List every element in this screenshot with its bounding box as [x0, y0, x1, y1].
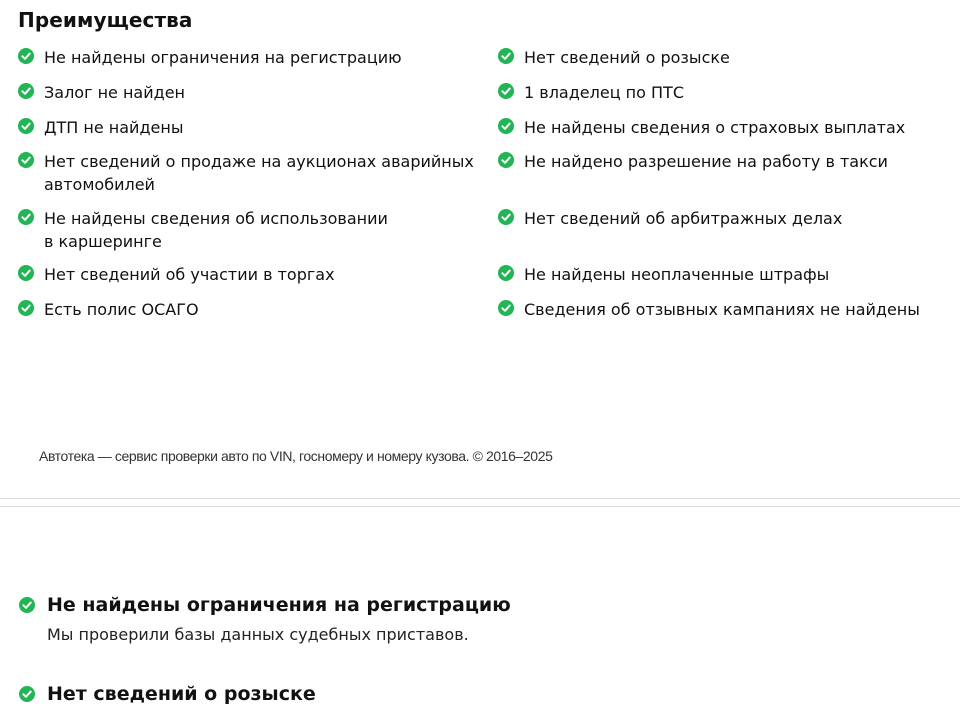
advantages-section — [18, 6, 948, 319]
advantage-item — [498, 298, 920, 321]
advantage-item — [498, 81, 684, 104]
detail-title-text: Не найдены ограничения на регистрацию — [47, 594, 511, 616]
advantage-item-line: Не найдены ограничения на регистрацию — [44, 48, 402, 67]
check-circle-icon — [18, 265, 34, 281]
advantage-item — [18, 150, 474, 196]
advantage-item — [498, 207, 842, 230]
detail-description: Мы проверили базы данных судебных приставов. — [47, 625, 469, 644]
check-circle-icon — [498, 265, 514, 281]
advantage-item — [18, 298, 199, 321]
advantage-item-line: 1 владелец по ПТС — [524, 83, 684, 102]
advantage-item-line: Нет сведений о продаже на аукционах аварийных — [44, 152, 474, 171]
check-circle-icon — [19, 686, 35, 702]
advantage-item-label — [44, 150, 474, 196]
footer-copyright: Автотека — сервис проверки авто по VIN, госномеру и номеру кузова. © 2016–2025 — [39, 448, 553, 464]
advantage-item — [498, 46, 730, 69]
detail-title — [19, 679, 939, 709]
check-circle-icon — [18, 300, 34, 316]
advantage-item-label — [44, 116, 183, 139]
advantage-item-label — [44, 263, 335, 286]
detail-title-text: Нет сведений о розыске — [47, 683, 316, 705]
advantage-item-label — [524, 46, 730, 69]
check-circle-icon — [498, 300, 514, 316]
check-circle-icon — [18, 152, 34, 168]
advantage-item-line: Не найдено разрешение на работу в такси — [524, 152, 888, 171]
advantage-item-label — [524, 81, 684, 104]
advantage-item — [18, 116, 183, 139]
advantage-item-line: Есть полис ОСАГО — [44, 300, 199, 319]
advantage-item-label — [44, 46, 402, 69]
advantage-item-label — [44, 81, 185, 104]
advantage-item-line: Нет сведений об участии в торгах — [44, 265, 335, 284]
advantage-item — [18, 263, 335, 286]
detail-block — [19, 590, 939, 646]
advantage-item-line: Нет сведений о розыске — [524, 48, 730, 67]
advantage-item-line: Сведения об отзывных кампаниях не найдены — [524, 300, 920, 319]
advantage-item-label — [44, 298, 199, 321]
check-circle-icon — [498, 118, 514, 134]
advantage-item-line: Залог не найден — [44, 83, 185, 102]
advantage-item-line: ДТП не найдены — [44, 118, 184, 137]
check-circle-icon — [18, 118, 34, 134]
check-circle-icon — [18, 83, 34, 99]
advantage-item-label — [44, 207, 388, 253]
advantage-item-label — [524, 263, 829, 286]
advantage-item-label — [524, 298, 920, 321]
check-circle-icon — [18, 48, 34, 64]
advantage-item-label — [524, 207, 842, 230]
advantage-item — [18, 207, 388, 253]
advantage-item-line: автомобилей — [44, 175, 155, 194]
check-circle-icon — [498, 152, 514, 168]
advantage-item — [18, 81, 185, 104]
advantage-item-line: Не найдены сведения о страховых выплатах — [524, 118, 906, 137]
detail-block — [19, 679, 939, 709]
section-divider — [0, 498, 960, 507]
advantage-item-line: Не найдены неоплаченные штрафы — [524, 265, 830, 284]
check-circle-icon — [498, 48, 514, 64]
advantage-item — [498, 116, 905, 139]
advantage-item-line: Не найдены сведения об использовании — [44, 209, 388, 228]
detail-title — [19, 590, 939, 620]
advantage-item-line: в каршеринге — [44, 232, 162, 251]
advantage-item — [498, 263, 829, 286]
advantage-item-label — [524, 150, 888, 173]
section-title: Преимущества — [18, 8, 193, 32]
advantage-item — [498, 150, 888, 173]
advantage-item — [18, 46, 402, 69]
advantage-item-line: Нет сведений об арбитражных делах — [524, 209, 843, 228]
check-circle-icon — [18, 209, 34, 225]
check-circle-icon — [498, 83, 514, 99]
check-circle-icon — [498, 209, 514, 225]
advantage-item-label — [524, 116, 905, 139]
check-circle-icon — [19, 597, 35, 613]
